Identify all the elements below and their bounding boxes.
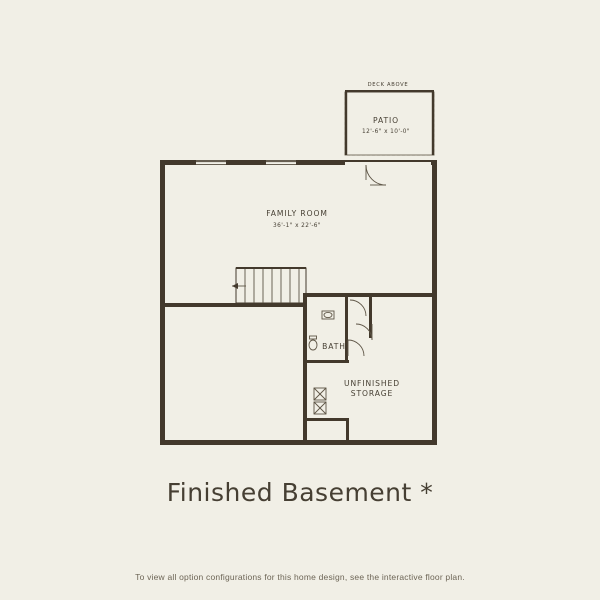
bath-room-name: BATH bbox=[322, 342, 346, 351]
storage-room-name-line1: UNFINISHED bbox=[344, 379, 400, 388]
storage-equipment bbox=[314, 388, 326, 414]
patio-room-name: PATIO bbox=[372, 116, 400, 125]
deck-above-label: DECK ABOVE bbox=[367, 82, 409, 88]
staircase bbox=[232, 268, 306, 303]
page-title: Finished Basement * bbox=[166, 478, 434, 507]
family-room-name: FAMILY ROOM bbox=[266, 209, 328, 218]
patio-room-dimensions: 12'-6" x 10'-0" bbox=[362, 129, 410, 135]
family-room-dimensions: 36'-1" x 22'-6" bbox=[273, 223, 321, 229]
patio-door-swing bbox=[366, 165, 386, 185]
interior-walls bbox=[160, 293, 437, 445]
storage-room-name-line2: STORAGE bbox=[350, 389, 394, 398]
footnote-text: To view all option configurations for this home design, see the interactive floor plan. bbox=[135, 572, 465, 582]
